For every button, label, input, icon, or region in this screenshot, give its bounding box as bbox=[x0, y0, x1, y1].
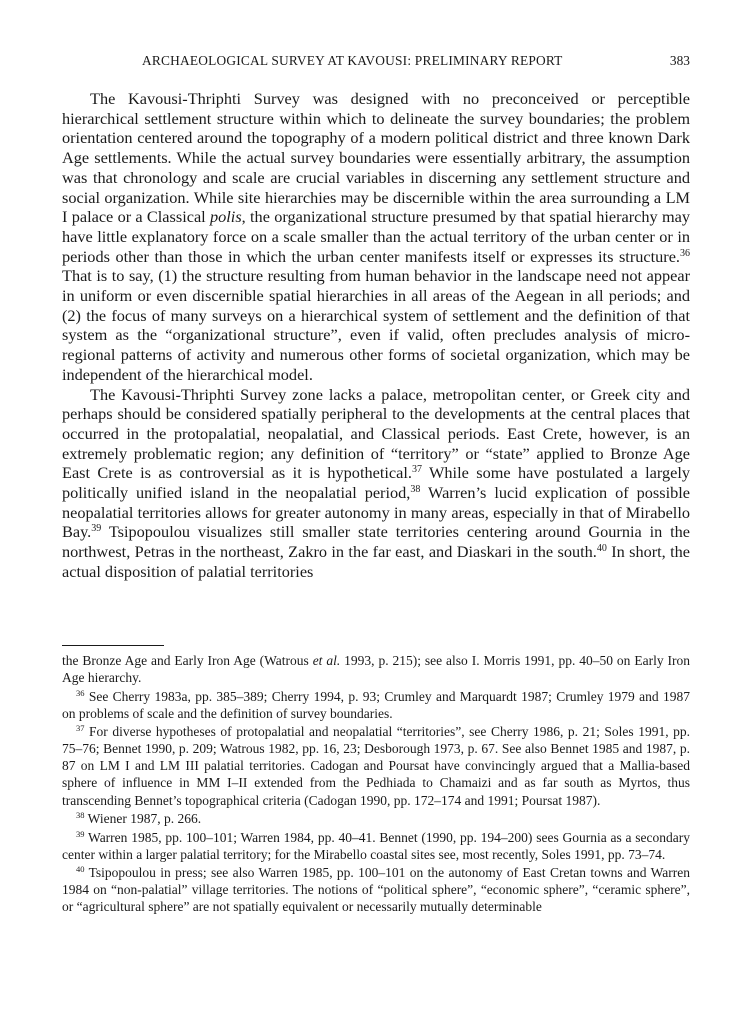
footnote-number-38: 38 bbox=[76, 810, 85, 821]
paragraph-2-text-a: The Kavousi-Thriphti Survey zone lacks a palace, metropolitan center, or Greek city and perhaps should be considered spatially peripheral to the developments at the central places that occurred in the protopalatial, neopalatial, and Classical periods. East Crete, however, is an extremely problematic region; any definition of “territory” or “state” applied to Bronze Age East Crete is as controversial as it is hypothetical. bbox=[62, 384, 690, 483]
footnote-38-text: Wiener 1987, p. 266. bbox=[84, 811, 202, 827]
paragraph-1 bbox=[62, 89, 690, 385]
paragraph-2-text-c: Warren’s lucid explication of possible neopalatial territories allows for greater autonomy in many areas, especially in that of Mirabello Bay. bbox=[62, 483, 690, 542]
paragraph-2-text-d: Tsipopoulou visualizes still smaller state territories centering around Gournia in the northwest, Petras in the northeast, Zakro in the far east, and Diaskari in the south. bbox=[62, 522, 690, 562]
footnote-ref-37[interactable]: 37 bbox=[411, 464, 422, 476]
footnote-37-text: For diverse hypotheses of protopalatial and neopalatial “territories”, see Cherry 1986, p. 21; Soles 1991, pp. 75–76; Bennet 1990, p. 209; Watrous 1982, pp. 16, 23; Desborough 1973, p. 67. See also Bennet 1985 and 1987, p. 87 on LM I and LM III palatial territories. Cadogan and Poursat have convincingly argued that a Mallia-based sphere of influence in MM I–II extended from the Pedhiada to Chamaizi and as far south as Myrtos, thus transcending Bennet’s topographical criteria (Cadogan 1990, pp. 172–174 and 1991; Poursat 1987). bbox=[62, 724, 690, 808]
footnote-continued-text-b: 1993, p. 215); see also I. Morris 1991, pp. 40–50 on Early Iron Age hierarchy. bbox=[62, 653, 690, 686]
paragraph-1-text-a: The Kavousi-Thriphti Survey was designed with no preconceived or perceptible hierarchical settlement structure within which to delineate the survey boundaries; the problem orientation centered around the topography of a modern political district and three known Dark Age settlements. While the actual survey boundaries were essentially arbitrary, the assumption was that chronology and scale are crucial variables in discerning any settlement structure and social organization. While site hierarchies may be discernible within the area surrounding a LM I palace or a Classical bbox=[62, 89, 690, 227]
page-number: 383 bbox=[669, 53, 690, 68]
footnote-continued-text-a: the Bronze Age and Early Iron Age (Watrous bbox=[62, 653, 313, 668]
paragraph-1-text-b: , the organizational structure presumed by that spatial hierarchy may have little explanatory force on a scale smaller than the actual territory of the urban center or in periods other than those in which the urban center manifests itself or expresses its structure. bbox=[62, 207, 690, 266]
footnote-number-37: 37 bbox=[76, 723, 85, 734]
running-title: ARCHAEOLOGICAL SURVEY AT KAVOUSI: PRELIMINARY REPORT bbox=[142, 53, 563, 68]
body-text bbox=[62, 89, 690, 582]
footnote-continued bbox=[62, 652, 690, 686]
footnote-37 bbox=[62, 723, 690, 808]
footnotes bbox=[62, 652, 690, 917]
footnote-ref-39[interactable]: 39 bbox=[91, 523, 102, 535]
footnote-number-36: 36 bbox=[76, 687, 85, 698]
footnote-39-text: Warren 1985, pp. 100–101; Warren 1984, pp. 40–41. Bennet (1990, pp. 194–200) sees Gournia as a secondary center within a larger palatial territory; for the Mirabello coastal sites see, most recently, Soles 1991, pp. 73–74. bbox=[62, 829, 690, 862]
footnote-40 bbox=[62, 864, 690, 915]
footnote-39 bbox=[62, 829, 690, 863]
page-header bbox=[62, 53, 690, 75]
footnote-ref-36[interactable]: 36 bbox=[680, 247, 690, 259]
footnote-divider bbox=[62, 645, 164, 646]
footnote-ref-38[interactable]: 38 bbox=[410, 484, 421, 496]
footnote-ref-40[interactable]: 40 bbox=[596, 543, 607, 555]
paragraph-1-text-c: That is to say, (1) the structure resulting from human behavior in the landscape need not appear in uniform or even discernible spatial hierarchies in all areas of the Aegean in all periods; and (2) the focus of many surveys on a hierarchical system of settlement and the definition of that system as the “organizational structure”, even if valid, often precludes analysis of micro-regional patterns of activity and numerous other forms of societal organization, which may be independent of the hierarchical model. bbox=[62, 266, 690, 384]
footnote-40-text: Tsipopoulou in press; see also Warren 1985, pp. 100–101 on the autonomy of East Cretan towns and Warren 1984 on “non-palatial” village territories. The notions of “political sphere”, “economic sphere”, “ceramic sphere”, or “agricultural sphere” are not spatially equivalent or necessarily mutually determinable bbox=[62, 865, 690, 915]
footnote-36-text: See Cherry 1983a, pp. 385–389; Cherry 1994, p. 93; Crumley and Marquardt 1987; Crumley 1979 and 1987 on problems of scale and the definition of survey boundaries. bbox=[62, 688, 690, 721]
footnote-38 bbox=[62, 810, 690, 827]
paragraph-2 bbox=[62, 385, 690, 582]
footnote-number-39: 39 bbox=[76, 828, 85, 839]
paragraph-2-text-e: In short, the actual disposition of palatial territories bbox=[62, 542, 691, 581]
italic-term-polis: polis bbox=[210, 207, 242, 227]
italic-et-al: et al. bbox=[312, 653, 341, 668]
footnote-36 bbox=[62, 688, 690, 722]
paragraph-2-text-b: While some have postulated a largely politically unified island in the neopalatial period, bbox=[62, 463, 690, 503]
footnote-number-40: 40 bbox=[76, 864, 85, 875]
